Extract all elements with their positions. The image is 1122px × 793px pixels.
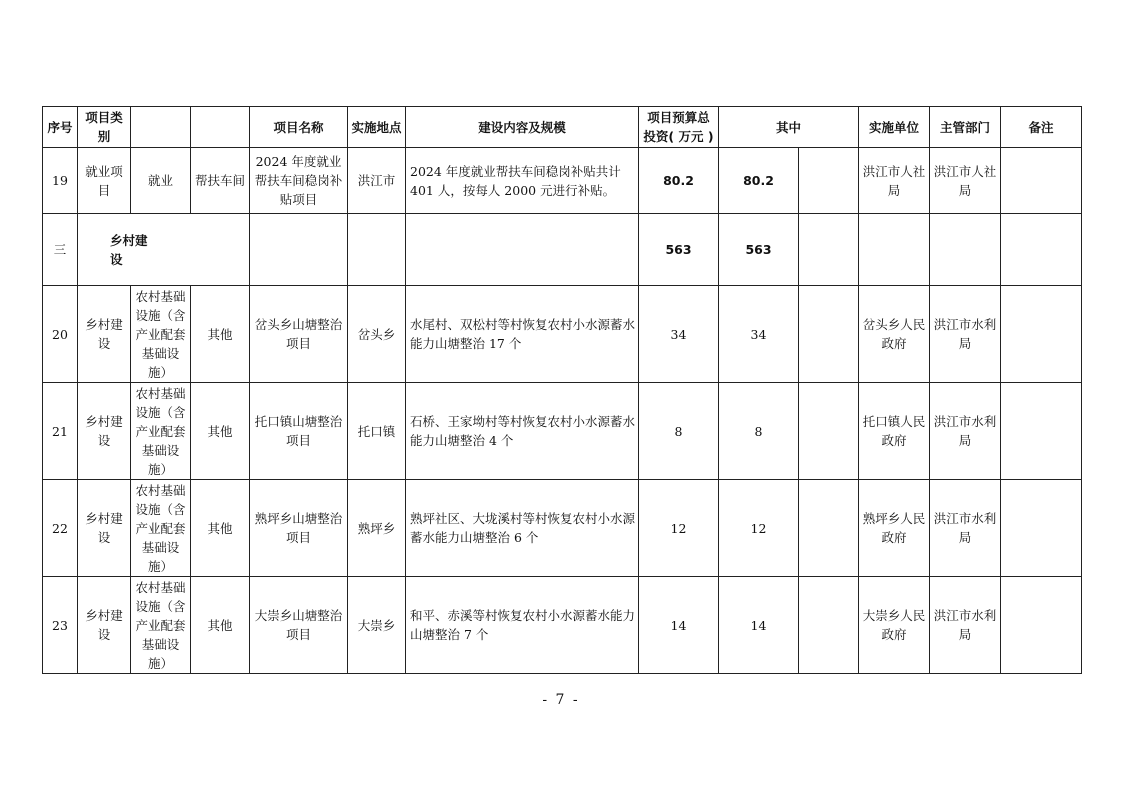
row-unit: 托口镇人民政府: [859, 383, 930, 480]
section-content: [406, 214, 639, 286]
row-sub2: 其他: [191, 286, 250, 383]
row-budget: 12: [639, 480, 719, 577]
row-among-extra: [799, 577, 859, 674]
row-name: 熟坪乡山塘整治项目: [250, 480, 348, 577]
section-title: [78, 214, 250, 286]
row-remark: [1001, 148, 1082, 214]
header-dept: 主管部门: [930, 107, 1001, 148]
row-among: 14: [719, 577, 799, 674]
row-remark: [1001, 383, 1082, 480]
header-no: 序号: [43, 107, 78, 148]
row-location: 洪江市: [348, 148, 406, 214]
row-among-extra: [799, 148, 859, 214]
table-row: [43, 286, 1082, 383]
row-category: 乡村建设: [78, 383, 131, 480]
section-no: 三: [43, 214, 78, 286]
row-category: 乡村建设: [78, 286, 131, 383]
row-sub2: 其他: [191, 383, 250, 480]
row-category: 乡村建设: [78, 577, 131, 674]
row-dept: 洪江市水利局: [930, 383, 1001, 480]
row-sub2: 帮扶车间: [191, 148, 250, 214]
section-budget: 563: [639, 214, 719, 286]
row-dept: 洪江市水利局: [930, 480, 1001, 577]
header-category: 项目类别: [78, 107, 131, 148]
row-among: 8: [719, 383, 799, 480]
row-name: 大崇乡山塘整治项目: [250, 577, 348, 674]
row-sub1: 农村基础设施（含产业配套基础设施）: [131, 383, 191, 480]
row-content: 石桥、王家坳村等村恢复农村小水源蓄水能力山塘整治 4 个: [406, 383, 639, 480]
row-sub1: 农村基础设施（含产业配套基础设施）: [131, 577, 191, 674]
row-no: 23: [43, 577, 78, 674]
section-name: [250, 214, 348, 286]
section-row: [43, 214, 1082, 286]
row-unit: 岔头乡人民政府: [859, 286, 930, 383]
row-unit: 大崇乡人民政府: [859, 577, 930, 674]
section-location: [348, 214, 406, 286]
row-location: 岔头乡: [348, 286, 406, 383]
row-category: 乡村建设: [78, 480, 131, 577]
header-budget: 项目预算总投资( 万元 ): [639, 107, 719, 148]
row-unit: 洪江市人社局: [859, 148, 930, 214]
row-remark: [1001, 286, 1082, 383]
row-unit: 熟坪乡人民政府: [859, 480, 930, 577]
section-unit: [859, 214, 930, 286]
header-unit: 实施单位: [859, 107, 930, 148]
row-location: 大崇乡: [348, 577, 406, 674]
row-no: 19: [43, 148, 78, 214]
table-header-row: [43, 107, 1082, 148]
row-name: 岔头乡山塘整治项目: [250, 286, 348, 383]
row-budget: 80.2: [639, 148, 719, 214]
row-location: 熟坪乡: [348, 480, 406, 577]
row-among-extra: [799, 286, 859, 383]
row-sub1: 农村基础设施（含产业配套基础设施）: [131, 286, 191, 383]
header-sub2: [191, 107, 250, 148]
page-number: - 7 -: [542, 692, 580, 708]
section-among-extra: [799, 214, 859, 286]
row-name: 2024 年度就业帮扶车间稳岗补贴项目: [250, 148, 348, 214]
row-among-extra: [799, 383, 859, 480]
row-dept: 洪江市水利局: [930, 286, 1001, 383]
row-content: 和平、赤溪等村恢复农村小水源蓄水能力山塘整治 7 个: [406, 577, 639, 674]
row-content: 2024 年度就业帮扶车间稳岗补贴共计401 人，按每人 2000 元进行补贴。: [406, 148, 639, 214]
header-content: 建设内容及规模: [406, 107, 639, 148]
row-remark: [1001, 577, 1082, 674]
row-no: 20: [43, 286, 78, 383]
table-row: [43, 148, 1082, 214]
section-among: 563: [719, 214, 799, 286]
row-remark: [1001, 480, 1082, 577]
table-row: [43, 480, 1082, 577]
row-sub1: 就业: [131, 148, 191, 214]
row-budget: 14: [639, 577, 719, 674]
row-content: 熟坪社区、大垅溪村等村恢复农村小水源蓄水能力山塘整治 6 个: [406, 480, 639, 577]
section-dept: [930, 214, 1001, 286]
row-category: 就业项目: [78, 148, 131, 214]
header-among: 其中: [719, 107, 859, 148]
row-among: 80.2: [719, 148, 799, 214]
row-among: 34: [719, 286, 799, 383]
table-row: [43, 577, 1082, 674]
row-budget: 8: [639, 383, 719, 480]
row-no: 22: [43, 480, 78, 577]
row-budget: 34: [639, 286, 719, 383]
section-remark: [1001, 214, 1082, 286]
row-sub1: 农村基础设施（含产业配套基础设施）: [131, 480, 191, 577]
row-location: 托口镇: [348, 383, 406, 480]
table-row: [43, 383, 1082, 480]
row-no: 21: [43, 383, 78, 480]
section-title-text: 乡村建设: [110, 232, 148, 267]
header-location: 实施地点: [348, 107, 406, 148]
row-dept: 洪江市人社局: [930, 148, 1001, 214]
row-content: 水尾村、双松村等村恢复农村小水源蓄水能力山塘整治 17 个: [406, 286, 639, 383]
header-name: 项目名称: [250, 107, 348, 148]
row-sub2: 其他: [191, 480, 250, 577]
header-sub1: [131, 107, 191, 148]
row-sub2: 其他: [191, 577, 250, 674]
project-table: [42, 106, 1082, 674]
row-dept: 洪江市水利局: [930, 577, 1001, 674]
row-name: 托口镇山塘整治项目: [250, 383, 348, 480]
row-among-extra: [799, 480, 859, 577]
header-remark: 备注: [1001, 107, 1082, 148]
row-among: 12: [719, 480, 799, 577]
